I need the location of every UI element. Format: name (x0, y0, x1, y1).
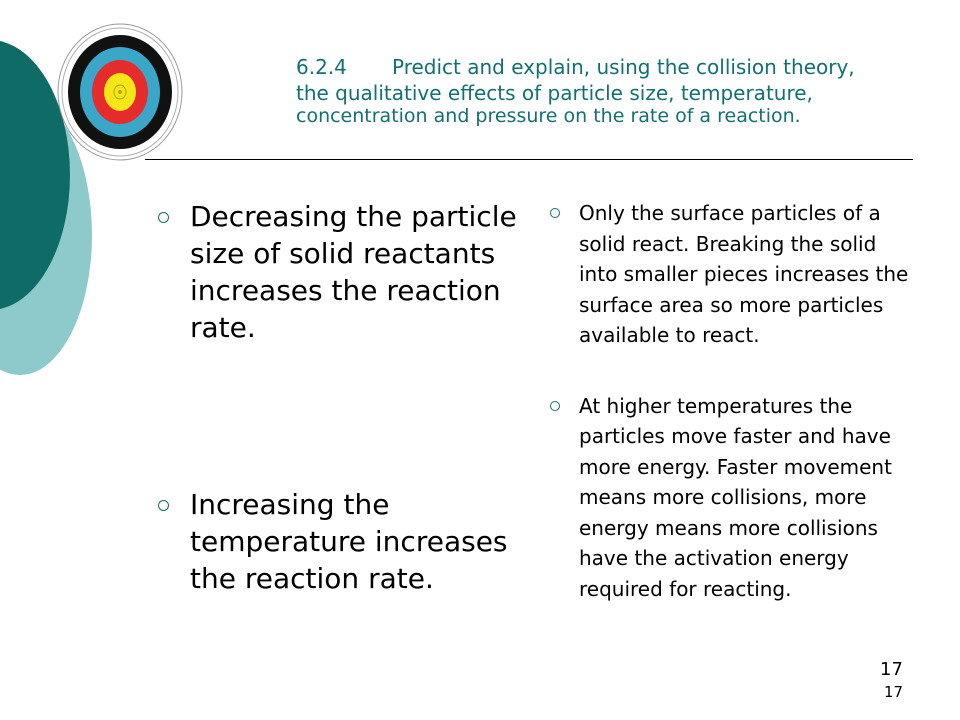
circle-bullet-icon (158, 212, 169, 223)
header-divider (145, 159, 913, 160)
right-bullet-text: Only the surface particles of a solid react. Breaking the solid into smaller pieces increases the surface area so more particles available to react. (579, 201, 909, 347)
circle-bullet-icon (550, 208, 560, 218)
slide-number: 17 (880, 659, 903, 680)
header-line-3: concentration and pressure on the rate of a reaction. (296, 105, 801, 127)
slide-number-footer: 17 (884, 683, 904, 701)
slide-header (296, 54, 916, 127)
left-bullet-item (152, 198, 524, 346)
right-bullet-item (546, 198, 910, 351)
header-line-2: the qualitative effects of particle size, temperature, (296, 81, 813, 105)
header-line-1: Predict and explain, using the collision theory, (392, 55, 855, 79)
right-bullet-text: At higher temperatures the particles move faster and have more energy. Faster movement means more collisions, more energy means more collisions have the activation energy required for reacting. (579, 393, 892, 601)
circle-bullet-icon (158, 500, 169, 511)
left-bullet-text: Decreasing the particle size of solid reactants increases the reaction rate. (190, 200, 517, 344)
objective-number: 6.2.4 (296, 55, 347, 79)
left-column (152, 198, 524, 597)
right-column (546, 198, 910, 604)
left-bullet-text: Increasing the temperature increases the reaction rate. (190, 488, 508, 595)
left-bullet-item (152, 486, 524, 597)
right-bullet-item (546, 391, 910, 605)
circle-bullet-icon (550, 401, 560, 411)
archery-target-icon (56, 22, 184, 162)
